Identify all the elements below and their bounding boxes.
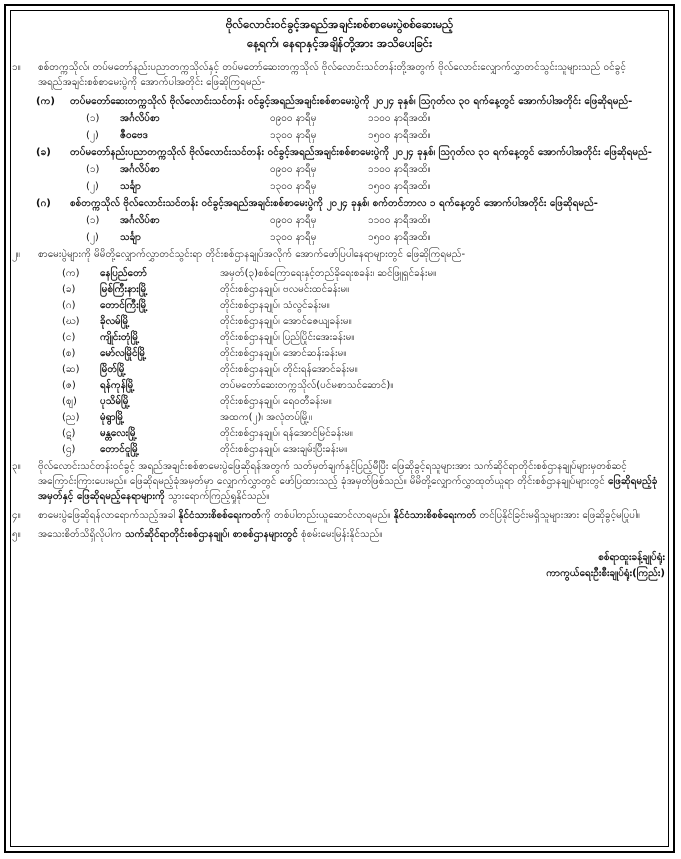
paragraph-number: ၁။: [12, 62, 21, 73]
sub-item-label: (ခ): [36, 147, 51, 158]
exam-venue-row: [10, 314, 669, 329]
venue-location: တိုင်းစစ်ဌာနချုပ်၊ အေးချမ်းပြီးခန်းမ။: [220, 444, 348, 455]
paragraph-text: ကို တစ်ပါတည်းယူဆောင်လာရမည်။: [261, 510, 394, 521]
venue-city: တောင်ငူမြို့: [100, 444, 140, 455]
exam-venue-row: [10, 298, 669, 313]
paragraph-text: အသေးစိတ်သိရှိလိုပါက: [38, 529, 125, 540]
sub-item-kha: [10, 145, 669, 160]
venue-location: တိုင်းစစ်ဌာနချုပ်၊ သံလွင်ခန်းမ။: [220, 300, 330, 311]
exam-venue-row: [10, 282, 669, 297]
venue-location: တပ်မတော်ဆေးတက္ကသိုလ်(ပင်မစာသင်ဆောင်)။: [220, 380, 394, 391]
venue-city: မန္တလေးမြို့: [100, 428, 138, 439]
paragraph-text: စာမေးပွဲဖြေဆိုရန်လာရောက်သည့်အခါ: [38, 510, 179, 521]
title-line-1: ဗိုလ်လောင်းဝင်ခွင့်အရည်အချင်းစစ်စာမေးပွဲစစ်ဆေးမည့်: [225, 17, 454, 31]
exam-venue-row: [10, 394, 669, 409]
paragraph-text: စစ်တက္ကသိုလ်၊ တပ်မတော်နည်းပညာတက္ကသိုလ်နှင့် တပ်မတော်ဆေးတက္ကသိုလ် ဗိုလ်လောင်းသင်တန်းတို့အတွက် ဗိုလ်လောင်းလျှောက်လွှာတင်သွင်းသူများသည် ဝင်ခွင့်အရည်အချင်းစစ်စာမေးပွဲကို အောက်ပါအတိုင်း ဖြေဆိုကြရမည်-: [38, 62, 626, 88]
schedule-end: ၁၅၀၀ နာရီအထိ။: [368, 130, 431, 141]
schedule-number: (၁): [86, 164, 100, 175]
paragraph-text: စုံစမ်းမေးမြန်းနိုင်သည်။: [297, 529, 383, 540]
schedule-subject: သင်္ချာ: [120, 232, 141, 243]
paragraph-number: ၂။: [12, 249, 20, 260]
schedule-row: [10, 213, 669, 228]
venue-city: တောင်ကြီးမြို့: [100, 300, 148, 311]
venue-city: မြိတ်မြို့: [100, 364, 127, 375]
venue-location: တိုင်းစစ်ဌာနချုပ်၊ ရေဝတီခန်းမ။: [220, 396, 332, 407]
schedule-row: [10, 128, 669, 143]
paragraph-2: [10, 247, 669, 262]
paragraph-4: [10, 508, 669, 523]
venue-city: မြစ်ကြီးနားမြို့: [100, 284, 148, 295]
venue-number: (ဋ): [62, 428, 76, 439]
schedule-end: ၁၁၀၀ နာရီအထိ။: [368, 113, 431, 124]
schedule-number: (၁): [86, 215, 100, 226]
exam-venue-row: [10, 362, 669, 377]
venue-location: တိုင်းစစ်ဌာနချုပ်၊ အောင်ဇေယျခန်းမ။: [220, 316, 352, 327]
sub-item-text: တပ်မတော်နည်းပညာတက္ကသိုလ် ဗိုလ်လောင်းသင်တန်း ဝင်ခွင့်အရည်အချင်းစစ်စာမေးပွဲကို ၂၀၂၄ ခုနှစ်၊ ဩဂုတ်လ ၃၁ ရက်နေ့တွင် အောက်ပါအတိုင်း ဖြေဆိုရမည်-: [70, 147, 652, 158]
signature-office: စစ်ရာထူးခန့်ချုပ်ရုံး: [598, 552, 665, 563]
schedule-number: (၂): [86, 181, 99, 192]
exam-venue-row: [10, 330, 669, 345]
paragraph-text: ဗိုလ်လောင်းသင်တန်းဝင်ခွင့် အရည်အချင်းစစ်စာမေးပွဲဖြေဆိုရန်အတွက် သတ်မှတ်ချက်နှင့်ပြည့်မီပြီး ဖြေဆိုခွင့်ရသူများအား သက်ဆိုင်ရာတိုင်းစစ်ဌာနချုပ်များမှတစ်ဆင့် အကြောင်းကြားပေးမည်။ ဖြေဆိုရမည့်ခုံအမှတ်မှာ လျှောက်လွှာတွင် ဖော်ပြထားသည့် ခုံအမှတ်ဖြစ်သည်။ မိမိတို့လျှောက်လွှာထုတ်ယူရာ တိုင်းစစ်ဌာနချုပ်များတွင်: [38, 461, 627, 487]
venue-city: ခိုလမ်မြို့: [100, 316, 130, 327]
schedule-end: ၁၅၀၀ နာရီအထိ။: [368, 181, 431, 192]
paragraph-emphasis: ဖြေဆိုရမည့်ခုံအမှတ်နှင့် ဖြေဆိုရမည့်နေရာများကို: [38, 476, 658, 502]
schedule-subject: သင်္ချာ: [120, 181, 141, 192]
schedule-subject: အင်္ဂလိပ်စာ: [120, 113, 160, 124]
signature-block: [10, 550, 669, 582]
venue-number: (င): [62, 332, 76, 343]
venue-number: (ဃ): [62, 316, 80, 327]
venue-location: တိုင်းစစ်ဌာနချုပ်၊ ပြည်ပြိုင်းအေးခန်းမ။: [220, 332, 355, 343]
venue-city: ပုသိမ်မြို့: [100, 396, 131, 407]
schedule-subject: ဇီဝဗေဒ: [120, 130, 148, 141]
venue-number: (ဂ): [62, 300, 76, 311]
exam-venue-row: [10, 410, 669, 425]
venue-city: ရန်ကုန်မြို့: [100, 380, 135, 391]
schedule-row: [10, 230, 669, 245]
sub-item-text: စစ်တက္ကသိုလ် ဗိုလ်လောင်းသင်တန်း ဝင်ခွင့်အရည်အချင်းစစ်စာမေးပွဲကို ၂၀၂၄ ခုနှစ်၊ စက်တင်ဘာလ ၁ ရက်နေ့တွင် အောက်ပါအတိုင်း ဖြေဆိုရမည်-: [70, 198, 598, 209]
schedule-start: ၀၉၀၀ နာရီမှ: [270, 215, 317, 226]
exam-venue-row: [10, 266, 669, 281]
schedule-number: (၂): [86, 130, 99, 141]
venue-city: မုံရွာမြို့: [100, 412, 125, 423]
schedule-row: [10, 179, 669, 194]
paragraph-1: [10, 60, 669, 90]
venue-number: (ဇ): [62, 380, 76, 391]
paragraph-emphasis: နိုင်ငံသားစိစစ်ရေးကတ်: [178, 510, 262, 521]
sub-item-text: တပ်မတော်ဆေးတက္ကသိုလ် ဗိုလ်လောင်းသင်တန်း ဝင်ခွင့်အရည်အချင်းစစ်စာမေးပွဲကို ၂၀၂၄ ခုနှစ်၊ ဩဂုတ်လ ၃၀ ရက်နေ့တွင် အောက်ပါအတိုင်း ဖြေဆိုရမည်-: [70, 96, 633, 107]
paragraph-text: တင်ပြနိုင်ခြင်းမရှိသူများအား ဖြေဆိုခွင့်မပြုပါ။: [476, 510, 640, 521]
venue-city: နေပြည်တော်: [100, 268, 147, 279]
venue-number: (ဌ): [62, 444, 76, 455]
paragraph-text: စာမေးပွဲများကို မိမိတို့လျှောက်လွှာတင်သွင်းရာ တိုင်းစစ်ဌာနချုပ်အလိုက် အောက်ဖော်ပြပါနေရာများတွင် ဖြေဆိုကြရမည်-: [38, 249, 466, 260]
venue-location: တိုင်းစစ်ဌာနချုပ်၊ ဗလမင်းထင်ခန်းမ။: [220, 284, 350, 295]
exam-venue-row: [10, 442, 669, 457]
title-line-2: နေ့ရက်၊ နေရာနှင့်အချိန်တို့အား အသိပေးခြင်း: [246, 36, 433, 50]
venue-location: တိုင်းစစ်ဌာနချုပ်၊ တိုင်းရန်အောင်ခန်းမ။: [220, 364, 358, 375]
venue-city: မော်လမြိုင်မြို့: [100, 348, 147, 359]
schedule-number: (၁): [86, 113, 100, 124]
sub-item-ga: [10, 196, 669, 211]
venue-number: (က): [62, 268, 80, 279]
exam-venue-row: [10, 346, 669, 361]
schedule-start: ၁၃၀၀ နာရီမှ: [270, 232, 317, 243]
venue-location: တိုင်းစစ်ဌာနချုပ်၊ အောင်ဆန်းခန်းမ။: [220, 348, 347, 359]
paragraph-number: ၄။: [12, 510, 21, 521]
signature-department: ကာကွယ်ရေးဦးစီးချုပ်ရုံး(ကြည်း): [546, 568, 665, 579]
sub-item-label: (က): [36, 96, 55, 107]
schedule-end: ၁၅၀၀ နာရီအထိ။: [368, 232, 431, 243]
paragraph-text: သွားရောက်ကြည့်ရှုနိုင်သည်။: [164, 491, 270, 502]
schedule-start: ၀၉၀၀ နာရီမှ: [270, 113, 317, 124]
schedule-start: ၁၃၀၀ နာရီမှ: [270, 181, 317, 192]
paragraph-number: ၅။: [12, 529, 21, 540]
schedule-row: [10, 111, 669, 126]
schedule-end: ၁၁၀၀ နာရီအထိ။: [368, 164, 431, 175]
paragraph-emphasis: သက်ဆိုင်ရာတိုင်းစစ်ဌာနချုပ်၊ စာစစ်ဌာနများတွင်: [124, 529, 298, 540]
schedule-row: [10, 162, 669, 177]
schedule-subject: အင်္ဂလိပ်စာ: [120, 215, 160, 226]
schedule-start: ၁၃၀၀ နာရီမှ: [270, 130, 317, 141]
paragraph-number: ၃။: [12, 461, 21, 472]
venue-number: (ဈ): [62, 396, 77, 407]
schedule-subject: အင်္ဂလိပ်စာ: [120, 164, 160, 175]
venue-location: အမှတ်(၃)စစ်ကြောရေးနှင့်တည်ခိုရေးစခန်း၊ ဆင်ဖြူရှင်ခန်းမ။: [220, 268, 437, 279]
sub-item-ka: [10, 94, 669, 109]
sub-item-label: (ဂ): [36, 198, 51, 209]
paragraph-emphasis: နိုင်ငံသားစိစစ်ရေးကတ်: [393, 510, 477, 521]
exam-venue-row: [10, 426, 669, 441]
schedule-number: (၂): [86, 232, 99, 243]
venue-city: ကျိုင်းတုံမြို့: [100, 332, 140, 343]
venue-number: (ဆ): [62, 364, 80, 375]
announcement: [10, 10, 669, 582]
venue-number: (ခ): [62, 284, 76, 295]
paragraph-3: [10, 459, 669, 504]
venue-location: အထက(၂)၊ အလုံတပ်မြို့။: [220, 412, 313, 423]
paragraph-5: [10, 527, 669, 542]
venue-number: (စ): [62, 348, 76, 359]
schedule-end: ၁၁၀၀ နာရီအထိ။: [368, 215, 431, 226]
exam-venue-row: [10, 378, 669, 393]
venue-number: (ည): [62, 412, 80, 423]
schedule-start: ၀၉၀၀ နာရီမှ: [270, 164, 317, 175]
venue-location: တိုင်းစစ်ဌာနချုပ်၊ ရန်အောင်မြင်ခန်းမ။: [220, 428, 353, 439]
